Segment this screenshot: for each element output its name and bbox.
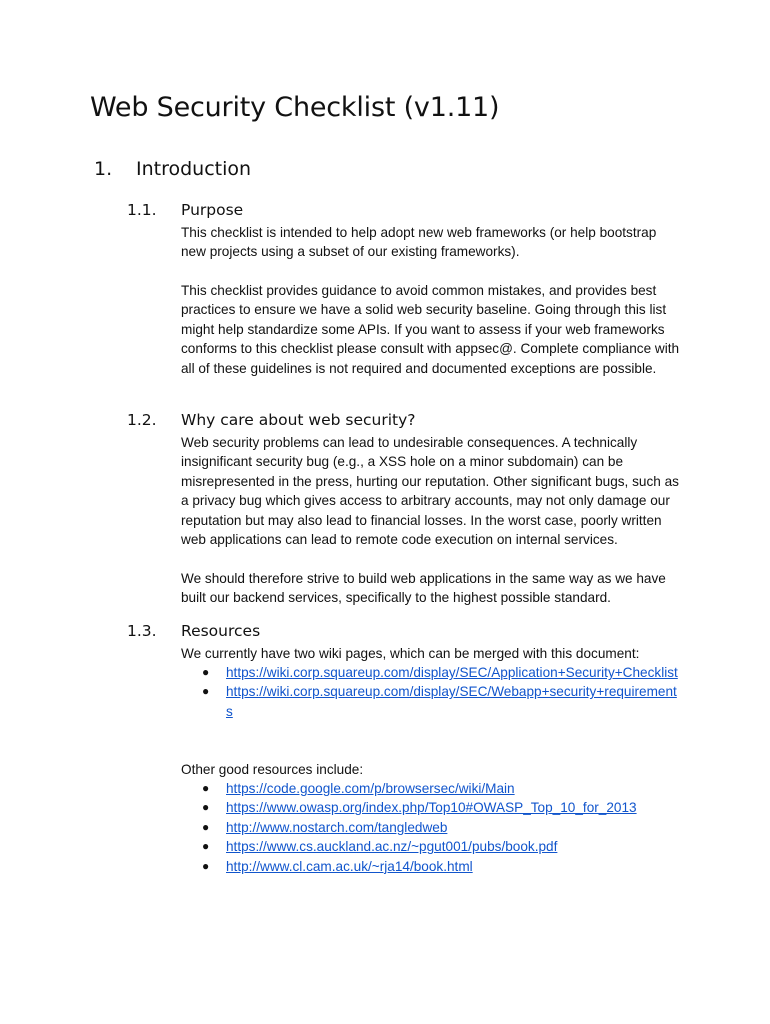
other-resources-intro: Other good resources include: <box>181 762 364 777</box>
wiki-link-application-security-checklist[interactable]: https://wiki.corp.squareup.com/display/SEC/Application+Security+Checklist <box>226 665 678 680</box>
resources-intro: We currently have two wiki pages, which can be merged with this document: <box>181 646 640 661</box>
list-item <box>181 798 681 817</box>
section-heading-introduction <box>94 158 251 180</box>
bullet-icon: ● <box>202 665 210 679</box>
bullet-icon: ● <box>202 858 210 873</box>
subsection-title: Purpose <box>181 201 244 219</box>
link-auckland-book-pdf[interactable]: https://www.cs.auckland.ac.nz/~pgut001/pubs/book.pdf <box>226 839 558 855</box>
list-item <box>181 837 681 856</box>
subsection-title: Why care about web security? <box>181 411 416 429</box>
subsection-heading-resources <box>127 622 260 640</box>
purpose-paragraph-2: This checklist provides guidance to avoid common mistakes, and provides best practices to ensure we have a solid web security baseline. Going through this list might help standardize some APIs. If you want to assess if your web frameworks conforms to this checklist please consult with appsec@. Complete compliance with all of these guidelines is not required and documented exceptions are possible. <box>181 283 680 376</box>
link-browsersec-wiki[interactable]: https://code.google.com/p/browsersec/wiki/Main <box>226 781 515 796</box>
section-number: 1. <box>94 158 113 180</box>
list-item <box>181 663 681 682</box>
list-item <box>181 857 681 876</box>
bullet-icon: ● <box>202 684 210 699</box>
subsection-number: 1.3. <box>127 622 157 640</box>
wiki-link-list <box>181 663 681 721</box>
link-cambridge-book[interactable]: http://www.cl.cam.ac.uk/~rja14/book.html <box>226 858 473 874</box>
purpose-paragraph-1: This checklist is intended to help adopt new web frameworks (or help bootstrap new projects using a subset of our existing frameworks). <box>181 225 657 260</box>
link-tangled-web[interactable]: http://www.nostarch.com/tangledweb <box>226 819 448 835</box>
why-care-paragraph-2: We should therefore strive to build web applications in the same way as we have built our backend services, specifically to the highest possible standard. <box>181 571 666 606</box>
other-resources-link-list <box>181 779 681 876</box>
bullet-icon: ● <box>202 839 210 854</box>
section-title: Introduction <box>136 158 252 180</box>
subsection-number: 1.1. <box>127 201 157 219</box>
link-owasp-top10[interactable]: https://www.owasp.org/index.php/Top10#OWASP_Top_10_for_2013 <box>226 800 637 816</box>
why-care-paragraph-1: Web security problems can lead to undesirable consequences. A technically insignificant security bug (e.g., a XSS hole on a minor subdomain) can be misrepresented in the press, hurting our reputation. Other significant bugs, such as a privacy bug which gives access to arbitrary accounts, may not only damage our reputation but may also lead to financial losses. In the worst case, poorly written web applications can lead to remote code execution on internal services. <box>181 435 679 548</box>
wiki-link-webapp-security-requirements[interactable]: https://wiki.corp.squareup.com/display/SEC/Webapp+security+requirements <box>226 684 677 719</box>
list-item <box>181 818 681 837</box>
subsection-heading-why-care <box>127 411 416 429</box>
subsection-heading-purpose <box>127 201 243 219</box>
bullet-icon: ● <box>202 800 210 815</box>
subsection-number: 1.2. <box>127 411 157 429</box>
bullet-icon: ● <box>202 819 210 834</box>
subsection-title: Resources <box>181 622 261 640</box>
document-title: Web Security Checklist (v1.11) <box>90 92 500 123</box>
list-item <box>181 682 681 721</box>
bullet-icon: ● <box>202 781 210 795</box>
list-item <box>181 779 681 798</box>
